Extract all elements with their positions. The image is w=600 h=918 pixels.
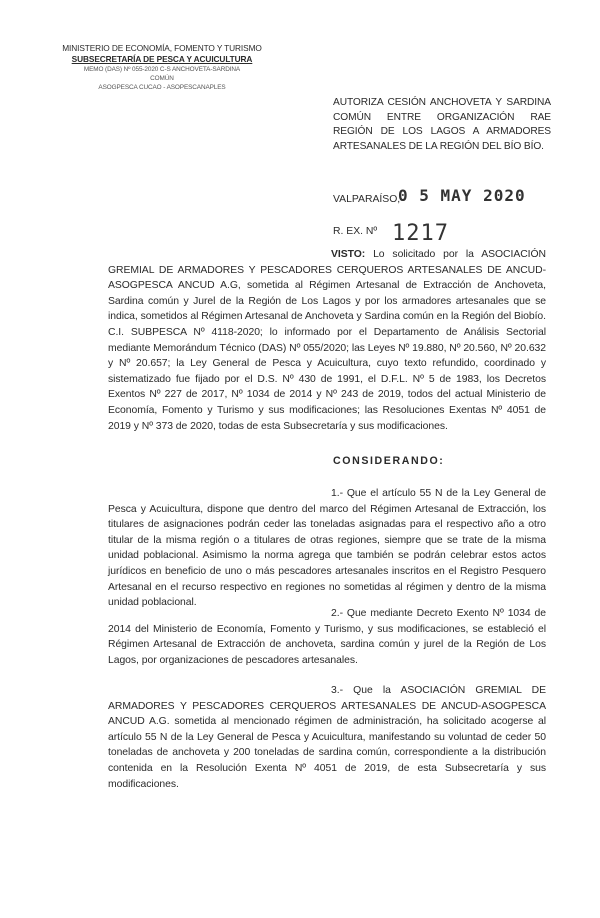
- considerando-heading: CONSIDERANDO:: [333, 455, 445, 467]
- reference-line-2: COMÚN: [150, 75, 174, 82]
- visto-label: VISTO:: [331, 249, 366, 260]
- reference-line-1: MEMO (DAS) Nº 055-2020 C-S ANCHOVETA-SARDINA: [83, 66, 241, 73]
- considerando-paragraph-1: 1.- Que el artículo 55 N de la Ley General de Pesca y Acuicultura, dispone que dentro del marco del Régimen Artesanal de Extracción, los titulares de asignaciones podrán ceder las toneladas asignadas para el respectivo año a otro titular de la misma región o a titulares de otras regiones, siempre que se trate de la misma unidad poblacional. Asimismo la norma agrega que también se podrán celebrar estos actos jurídicos en beneficio de uno o más pescadores artesanales inscritos en el Registro Pesquero Artesanal en el recurso respectivo en regiones no sometidas al régimen y dentro de la misma unidad poblacional.: [108, 488, 546, 609]
- rex-label: R. EX. Nº: [333, 226, 378, 237]
- visto-text: Lo solicitado por la ASOCIACIÓN GREMIAL DE ARMADORES Y PESCADORES CERQUEROS ARTESANALES DE ANCUD-ASOGPESCA ANCUD A.G, sometida al Régimen Artesanal de Extracción de Anchoveta, Sardina común y Jurel de la Región de Los Lagos y por los armadores artesanales que se indica, sometidos al Régimen Artesanal de Anchoveta y Sardina común en la Región del Biobío. C.I. SUBPESCA Nº 4118-2020; lo informado por el Departamento de Análisis Sectorial mediante Memorándum Técnico (DAS) Nº 055/2020; las Leyes Nº 19.880, Nº 20.560, Nº 20.632 y Nº 20.657; la Ley General de Pesca y Acuicultura, cuyo texto refundido, coordinado y sistematizado fue fijado por el D.S. Nº 430 de 1991, el D.F.L. Nº 5 de 1983, los Decretos Exentos Nº 227 de 2017, Nº 1034 de 2014 y Nº 243 de 2019, todos del actual Ministerio de Economía, Fomento y Turismo y sus modificaciones; las Resoluciones Exentas Nº 4051 de 2019 y Nº 373 de 2020, todas de esta Subsecretaría y sus modificaciones.: [108, 249, 546, 432]
- letterhead: [62, 43, 262, 92]
- visto-paragraph: [108, 247, 546, 434]
- reference-line-3: ASOGPESCA CUCAO - ASOPESCANAPLES: [98, 84, 226, 91]
- subsecretaria-name: SUBSECRETARÍA DE PESCA Y ACUICULTURA: [71, 54, 253, 64]
- considerando-paragraph-2: 2.- Que mediante Decreto Exento Nº 1034 de 2014 del Ministerio de Economía, Fomento y Turismo, y sus modificaciones, se estableció el Régimen Artesanal de Extracción de anchoveta, sardina común y jurel de la Región de Los Lagos, por organizaciones de pescadores artesanales.: [108, 608, 546, 666]
- rex-number-stamp: 1217: [392, 221, 449, 246]
- resolution-subject: AUTORIZA CESIÓN ANCHOVETA Y SARDINA COMÚN ENTRE ORGANIZACIÓN RAE REGIÓN DE LOS LAGOS A ARMADORES ARTESANALES DE LA REGIÓN DEL BÍO BÍO.: [333, 97, 551, 152]
- ministry-name: MINISTERIO DE ECONOMÍA, FOMENTO Y TURISMO: [62, 43, 262, 53]
- place-label: VALPARAÍSO,: [333, 194, 401, 205]
- date-stamp: 0 5 MAY 2020: [398, 186, 526, 205]
- considerando-paragraph-3: 3.- Que la ASOCIACIÓN GREMIAL DE ARMADORES Y PESCADORES CERQUEROS ARTESANALES DE ANCUD-ASOGPESCA ANCUD A.G. sometida al mencionado régimen de administración, ha solicitado acogerse al artículo 55 N de la Ley General de Pesca y Acuicultura, manifestando su voluntad de ceder 50 toneladas de anchoveta y 200 toneladas de sardina común, correspondiente a la distribución contenida en la Resolución Exenta Nº 4051 de 2019, de esta Subsecretaría y sus modificaciones.: [108, 685, 546, 790]
